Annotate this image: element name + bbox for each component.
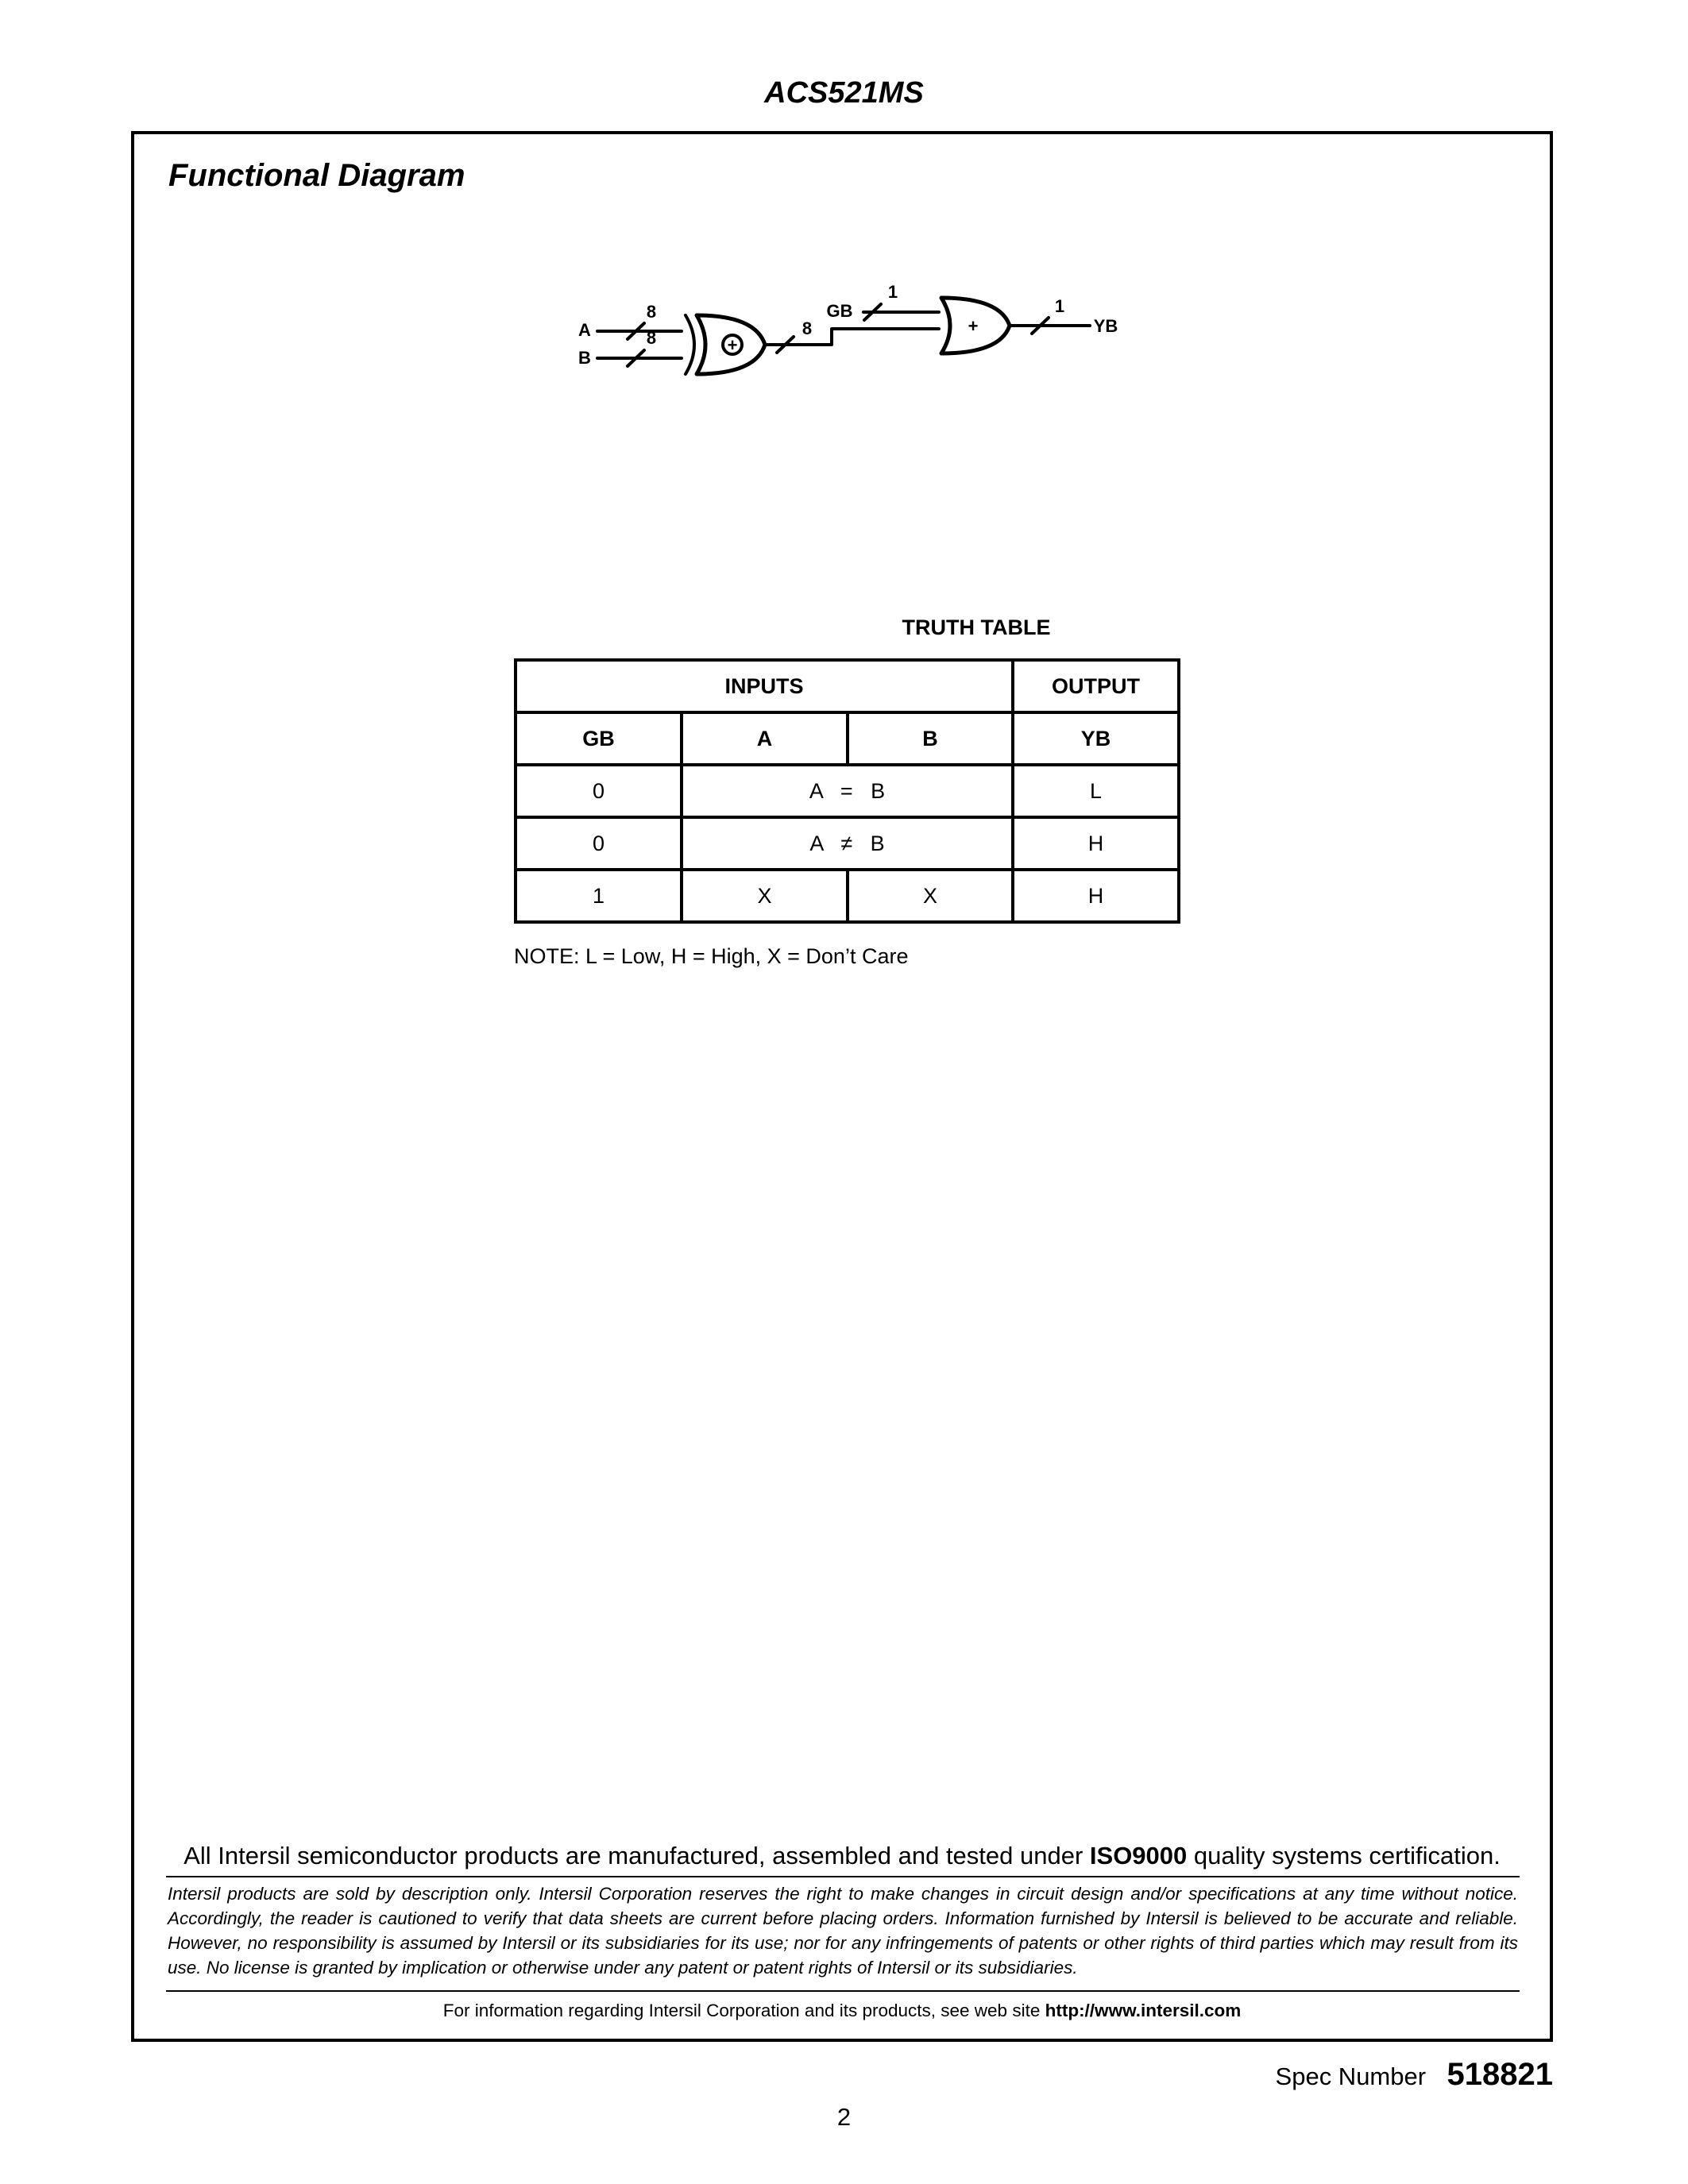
inputs-header: INPUTS [516, 660, 1013, 712]
xor-symbol: + [727, 335, 738, 355]
bus-width-b: 8 [646, 328, 657, 348]
or-symbol: + [968, 316, 979, 336]
disclaimer-text: Intersil products are sold by description only. Intersil Corporation reserves the right to make changes in circuit design and/or specifications at any time without notice. Accordingly, the reader is cautioned to verify that data sheets are current before placing orders. Information furnished by Intersil is believed to be accurate and reliable. However, no responsibility is assumed by Intersil or its subsidiaries for its use; nor for any infringements of patents or other rights of third parties which may result from its use. No license is granted by implication or otherwise under any patent or patent rights of Intersil or its subsidiaries. [168, 1884, 1518, 1978]
col-header-b: B [848, 712, 1013, 765]
label-b: B [578, 348, 591, 368]
xnor-out-width: 8 [802, 318, 813, 338]
cell-a: X [682, 870, 848, 922]
spec-number-label: Spec Number [1275, 2062, 1427, 2090]
web-info-text: For information regarding Intersil Corporation and its products, see web site [442, 2001, 1045, 2020]
spec-number [1276, 2057, 1553, 2093]
iso-text-before: All Intersil semiconductor products are manufactured, assembled and tested under [183, 1842, 1090, 1870]
content-frame [131, 131, 1553, 2042]
cell-yb: H [1013, 870, 1179, 922]
truth-table [514, 658, 1180, 924]
column-header-row [516, 712, 1179, 765]
cell-gb: 0 [516, 817, 682, 870]
divider [166, 1876, 1520, 1877]
web-info [134, 2001, 1550, 2021]
functional-diagram [134, 134, 1550, 452]
cell-ab: A ≠ B [682, 817, 1013, 870]
col-header-a: A [682, 712, 848, 765]
iso-emphasis: ISO9000 [1089, 1842, 1188, 1870]
spec-number-value: 518821 [1447, 2057, 1553, 2092]
output-header: OUTPUT [1013, 660, 1179, 712]
label-yb: YB [1093, 316, 1118, 336]
label-gb: GB [826, 301, 853, 321]
page-number: 2 [836, 2103, 852, 2131]
gb-width: 1 [887, 282, 898, 302]
cell-gb: 1 [516, 870, 682, 922]
out-width: 1 [1054, 296, 1065, 316]
table-row [516, 817, 1179, 870]
cell-gb: 0 [516, 765, 682, 817]
xnor-input-arc [686, 315, 694, 374]
group-header-row [516, 660, 1179, 712]
cell-b: X [848, 870, 1013, 922]
truth-table-note: NOTE: L = Low, H = High, X = Don’t Care [514, 944, 909, 968]
iso-text-after: quality systems certification. [1187, 1842, 1501, 1870]
col-header-gb: GB [516, 712, 682, 765]
truth-table-caption: TRUTH TABLE [902, 615, 1051, 639]
cell-yb: H [1013, 817, 1179, 870]
section-title: Functional Diagram [168, 158, 465, 193]
bus-width-a: 8 [646, 302, 657, 322]
col-header-yb: YB [1013, 712, 1179, 765]
divider [166, 1990, 1520, 1992]
table-row [516, 765, 1179, 817]
web-link[interactable]: http://www.intersil.com [1045, 2001, 1242, 2020]
document-title: ACS521MS [764, 76, 924, 110]
xnor-output-line [765, 329, 939, 345]
cell-yb: L [1013, 765, 1179, 817]
iso-statement [134, 1842, 1550, 1870]
table-row [516, 870, 1179, 922]
label-a: A [578, 320, 591, 340]
cell-ab: A = B [682, 765, 1013, 817]
